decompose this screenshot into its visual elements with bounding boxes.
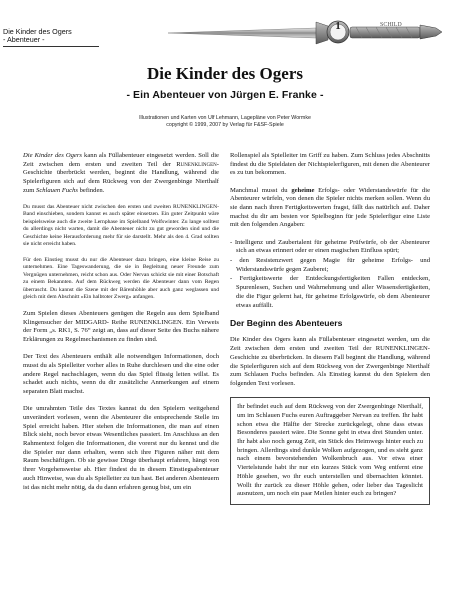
timing-paragraph: Du musst das Abenteuer nicht zwischen den ersten und zweiten RUNENKLINGEN-Band einschieben, sondern kannst es auch später einsetzen. Ein guter Zeitpunkt wäre beispielsweise auch die zweite Lernphase im Spielband Wolfswinter. Zu lange solltest du allerdings nicht warten, damit die Abenteuer nicht zu gut geworden sind und die Geschichte keine Herausforderung mehr für sie darstellt. Mehr als den 4. Grad sollten sie nicht erreicht haben. <box>23 204 219 248</box>
read-aloud-box: Ihr befindet euch auf dem Rückweg von der Zwergenbinge Nierthalf, um im Schlauen Fuchs euren Auftraggeber Nervan zu treffen. Ihr habt schon etwa die Hälfte der Strecke zurückgelegt, ohne dass etwas Besonderes passiert wäre. Die Sonne geht in etwa drei Stunden unter. Ihr habt also noch genug Zeit, ein Stück des Heimwegs hinter euch zu bringen. Allerdings sind dunkle Wolken aufgezogen, und es sieht ganz nach einem bevorstehenden Wolkenbruch aus. Vor etwa einer Viertelstunde habt ihr nur ein kurzes Stück vom Weg entfernt eine Höhle gesehen, wo ihr euch unterstellen und übernachten könntet. Wollt ihr zurück zu dieser Höhle gehen, oder lieber das Tageslicht ausnutzen, um noch ein paar Meilen hinter euch zu bringen? <box>230 397 430 505</box>
sword-banner-icon <box>166 18 444 46</box>
beginning-paragraph: Die Kinder des Ogers kann als Füllabenteuer eingesetzt werden, um die Zeit zwischen dem ersten und zweiten Teil der RUNENKLINGEN-Geschichte zu überbrücken. In diesem Fall beginnt die Handlung, während die Spielerfiguren sich auf dem Rückweg von der Zwergenbinge Nierthalf zum Schlauen Fuchs befinden. Als Einstieg kannst du den Spielern den folgenden Text vorlesen. <box>230 336 430 387</box>
right-column <box>230 152 430 505</box>
intro-text-3: befinden. <box>77 186 105 194</box>
running-title-line1: Die Kinder des Ogers <box>3 27 72 36</box>
running-title <box>3 28 72 44</box>
secret-rolls-text-2: Erfolgs- oder Widerstandswürfe für die Abenteurer würfeln, von denen die Spieler nichts merken sollen. Wenn du sie dann nach ihren Fertigkeitswerten fragst, fällt das natürlich auf. Daher machst du dir am besten vor Spielbeginn für jede Spielerfigur eine Liste mit den folgenden Angaben: <box>230 186 430 229</box>
page-subtitle: - Ein Abenteuer von Jürgen E. Franke - <box>126 89 324 101</box>
intro-title-ref: Die Kinder des Ogers <box>23 152 82 159</box>
running-head-rule <box>3 46 99 47</box>
banner-text: SCHILD <box>380 22 402 28</box>
running-title-line2: - Abenteuer - <box>3 35 45 44</box>
secret-rolls-text-1: Manchmal musst du <box>230 186 292 194</box>
secret-rolls-paragraph <box>230 187 430 231</box>
page-title: Die Kinder des Ogers <box>147 64 303 83</box>
list-item: - Fertigkeitswerte der Entdeckungsfertigkeiten Fallen entdecken, Spurenlesen, Suchen und Wahrnehmung und aller Wissensfertigkeiten, die die Figur gelernt hat, für geheime Erfolgswürfe, ob dem Abenteurer etwas auffällt. <box>230 275 430 309</box>
player-stats-list <box>230 239 430 311</box>
intro-paragraph <box>23 152 219 196</box>
preparation-paragraph: Der Text des Abenteuers enthält alle notwendigen Informationen, doch musst du als Spielleiter vorher alles in Ruhe durchlesen und die eine oder andere Regel nachschlagen, wenn du das Spiel flüssig leiten willst. Es schadet auch nichts, wenn du dir zusätzliche Anmerkungen auf einem separaten Blatt machst. <box>23 353 219 396</box>
rules-paragraph: Zum Spielen dieses Abenteuers genügen die Regeln aus dem Spielband Klingensucher der MIDGARD- Reihe RUNENKLINGEN. Ein Verweis der Form „s. RK1, S. 76“ zeigt an, dass auf dieser Seite des Buchs nähere Erklärungen zu Regelmechanismen zu finden sind. <box>23 309 219 343</box>
left-column <box>23 152 219 501</box>
intro-runenklingen: Runenklingen <box>176 160 217 168</box>
credits-line1: Illustrationen und Karten von Ulf Lehmann, Lagepläne von Peter Wormke <box>139 115 311 121</box>
npc-data-paragraph: Rollenspiel als Spielleiter im Griff zu haben. Zum Schluss jedes Abschnitts findest du die Spieldaten der Nichtspielerfiguren, mit denen die Abenteurer es zu tun bekommen. <box>230 152 430 177</box>
boxed-text-explanation: Die umrahmten Teile des Textes kannst du den Spielern weitgehend unverändert vorlesen, wenn die Abenteurer die entsprechende Stelle im Spiel erreicht haben. Hier stehen die Informationen, die man auf einen Blick sieht, noch bevor etwas Wesentliches passiert. Im Anschluss an den Rahmentext folgen die Informationen, die vorerst nur du kennst und die die Spieler nur dann erhalten, wenn sich ihre Figuren näher mit dem Raum beschäftigen. Ob sie gewisse Dinge überhaupt erfahren, hängt von ihrer Vorgehensweise ab. Hier findest du in diesem Einstiegsabenteuer auch Hinweise, was du als Spielleiter zu tun hast. Bei anderen Abenteuern ist das nicht mehr nötig, da du dann erfahren genug bist, um ein <box>23 405 219 491</box>
intro-tavern-ref: Schlauen Fuchs <box>36 186 78 194</box>
intro-text-1: kann als Füllabenteuer eingesetzt werden. Soll die Zeit zwischen dem ersten und zweiten Teil der <box>23 152 219 168</box>
running-head <box>0 0 450 44</box>
list-item: - den Resistenzwert gegen Magie für geheime Erfolgs- und Widerstandswürfe gegen Zauberei; <box>230 257 430 273</box>
credits-line2: copyright © 1999, 2007 by Verlag für F&SF-Spiele <box>166 122 284 128</box>
credits <box>0 115 450 129</box>
entry-paragraph: Für den Einstieg musst du nur die Abenteuer dazu bringen, eine kleine Reise zu unternehmen. Eine Tageswanderung, die sie in Begleitung neuer Freunde zum Vergnügen unternehmen, reicht schon aus. Oder Nervan schickt sie mit einer Botschaft zu einem Bekannten. Auf dem Rückweg werden die Abenteuer dann vom Regen überrascht. Du kannst die Szene mit der Bärenhöhle aber auch ganz weglassen und gleich mit dem Abschnitt »Ein halbtoter Zwerg« anfangen. <box>23 256 219 300</box>
intro-text-2: -Geschichte überbrückt werden, beginnt die Handlung, während die Spielerfiguren sich auf dem Rückweg von der Zwergenbinge Nierthalf zum <box>23 160 219 194</box>
section-heading: Der Beginn des Abenteuers <box>230 317 343 328</box>
list-item: - Intelligenz und Zaubertalent für geheime Prüfwürfe, ob der Abenteurer sich an etwas erinnert oder er einen magischen Einfluss spürt; <box>230 238 430 255</box>
page-number: 1 <box>335 20 341 32</box>
secret-rolls-bold: geheime <box>291 186 315 194</box>
